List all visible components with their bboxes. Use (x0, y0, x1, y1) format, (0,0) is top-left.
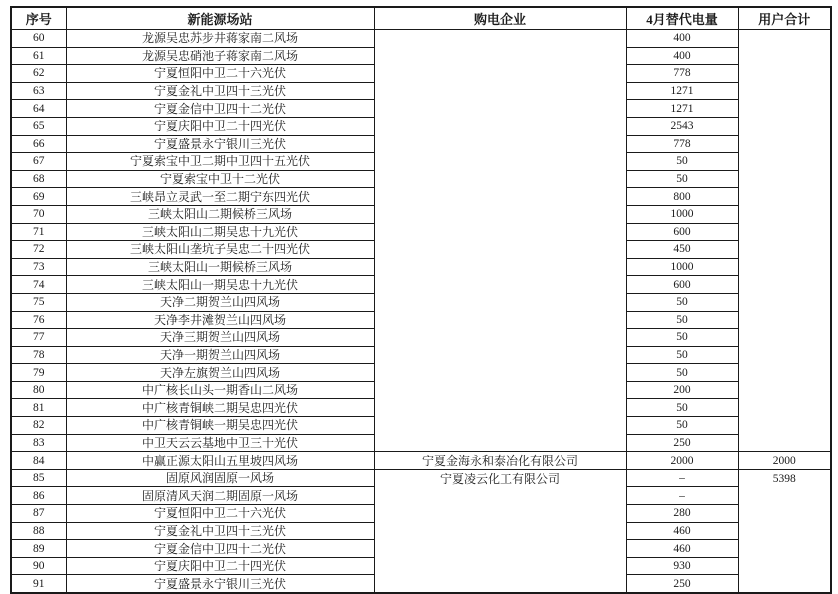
cell-serial-number: 91 (11, 575, 66, 593)
cell-station-name: 中广核青铜峡一期吴忠四光伏 (66, 417, 374, 435)
cell-serial-number: 63 (11, 82, 66, 100)
cell-april-substitute-energy: 800 (626, 188, 738, 206)
cell-station-name: 固原风润固原一风场 (66, 469, 374, 487)
cell-station-name: 三峡太阳山一期候桥三风场 (66, 258, 374, 276)
cell-serial-number: 82 (11, 417, 66, 435)
cell-serial-number: 62 (11, 65, 66, 83)
cell-april-substitute-energy: 400 (626, 47, 738, 65)
table-row (11, 452, 831, 470)
cell-april-substitute-energy: 50 (626, 329, 738, 347)
cell-april-substitute-energy: 460 (626, 522, 738, 540)
cell-april-substitute-energy: 1000 (626, 205, 738, 223)
cell-april-substitute-energy: 250 (626, 575, 738, 593)
cell-station-name: 宁夏庆阳中卫二十四光伏 (66, 117, 374, 135)
cell-serial-number: 71 (11, 223, 66, 241)
cell-serial-number: 70 (11, 205, 66, 223)
cell-april-substitute-energy: – (626, 487, 738, 505)
cell-serial-number: 89 (11, 540, 66, 558)
cell-serial-number: 64 (11, 100, 66, 118)
cell-serial-number: 74 (11, 276, 66, 294)
cell-serial-number: 78 (11, 346, 66, 364)
cell-station-name: 宁夏恒阳中卫二十六光伏 (66, 65, 374, 83)
cell-april-substitute-energy: 1271 (626, 82, 738, 100)
cell-station-name: 天净左旗贺兰山四风场 (66, 364, 374, 382)
cell-station-name: 宁夏金信中卫四十二光伏 (66, 100, 374, 118)
cell-serial-number: 73 (11, 258, 66, 276)
cell-station-name: 宁夏金信中卫四十二光伏 (66, 540, 374, 558)
cell-april-substitute-energy: 50 (626, 364, 738, 382)
table-row (11, 469, 831, 487)
cell-april-substitute-energy: 50 (626, 417, 738, 435)
header-serial-number: 序号 (11, 7, 66, 30)
cell-serial-number: 72 (11, 241, 66, 259)
cell-serial-number: 81 (11, 399, 66, 417)
cell-station-name: 三峡昂立灵武一至二期宁东四光伏 (66, 188, 374, 206)
cell-station-name: 龙源吴忠苏步井蒋家南二风场 (66, 30, 374, 48)
cell-station-name: 宁夏恒阳中卫二十六光伏 (66, 505, 374, 523)
cell-serial-number: 88 (11, 522, 66, 540)
cell-station-name: 中赢正源太阳山五里坡四风场 (66, 452, 374, 470)
cell-station-name: 宁夏盛景永宁银川三光伏 (66, 135, 374, 153)
cell-serial-number: 83 (11, 434, 66, 452)
table-header (11, 7, 831, 30)
cell-serial-number: 80 (11, 381, 66, 399)
cell-serial-number: 85 (11, 469, 66, 487)
cell-station-name: 宁夏索宝中卫二期中卫四十五光伏 (66, 153, 374, 171)
cell-station-name: 宁夏索宝中卫十二光伏 (66, 170, 374, 188)
new-energy-substitute-table (10, 6, 832, 594)
cell-user-total: 2000 (738, 452, 831, 470)
header-user-total: 用户合计 (738, 7, 831, 30)
cell-april-substitute-energy: 1000 (626, 258, 738, 276)
cell-station-name: 三峡太阳山垄坑子吴忠二十四光伏 (66, 241, 374, 259)
cell-april-substitute-energy: 200 (626, 381, 738, 399)
cell-april-substitute-energy: 50 (626, 311, 738, 329)
cell-april-substitute-energy: 2543 (626, 117, 738, 135)
cell-station-name: 中卫天云云基地中卫三十光伏 (66, 434, 374, 452)
cell-april-substitute-energy: 460 (626, 540, 738, 558)
cell-station-name: 宁夏盛景永宁银川三光伏 (66, 575, 374, 593)
cell-april-substitute-energy: 450 (626, 241, 738, 259)
cell-serial-number: 79 (11, 364, 66, 382)
cell-serial-number: 84 (11, 452, 66, 470)
cell-station-name: 天净一期贺兰山四风场 (66, 346, 374, 364)
cell-serial-number: 68 (11, 170, 66, 188)
cell-april-substitute-energy: 50 (626, 170, 738, 188)
cell-serial-number: 67 (11, 153, 66, 171)
table-body (11, 30, 831, 594)
header-buyer-enterprise: 购电企业 (374, 7, 626, 30)
cell-station-name: 天净二期贺兰山四风场 (66, 293, 374, 311)
cell-station-name: 宁夏庆阳中卫二十四光伏 (66, 557, 374, 575)
cell-april-substitute-energy: 778 (626, 135, 738, 153)
cell-station-name: 三峡太阳山二期候桥三风场 (66, 205, 374, 223)
cell-buyer-enterprise: 宁夏金海永和泰冶化有限公司 (374, 452, 626, 470)
cell-serial-number: 69 (11, 188, 66, 206)
cell-serial-number: 65 (11, 117, 66, 135)
cell-april-substitute-energy: 250 (626, 434, 738, 452)
cell-april-substitute-energy: 50 (626, 293, 738, 311)
cell-april-substitute-energy: 400 (626, 30, 738, 48)
cell-station-name: 三峡太阳山一期吴忠十九光伏 (66, 276, 374, 294)
table-row (11, 30, 831, 48)
cell-user-total (738, 30, 831, 452)
cell-station-name: 宁夏金礼中卫四十三光伏 (66, 522, 374, 540)
cell-serial-number: 90 (11, 557, 66, 575)
cell-station-name: 天净李井滩贺兰山四风场 (66, 311, 374, 329)
cell-april-substitute-energy: 600 (626, 276, 738, 294)
cell-station-name: 宁夏金礼中卫四十三光伏 (66, 82, 374, 100)
table-header-row (11, 7, 831, 30)
cell-april-substitute-energy: 930 (626, 557, 738, 575)
cell-buyer-enterprise: 宁夏凌云化工有限公司 (374, 469, 626, 593)
cell-buyer-enterprise (374, 30, 626, 452)
cell-serial-number: 66 (11, 135, 66, 153)
cell-station-name: 中广核长山头一期香山二风场 (66, 381, 374, 399)
cell-serial-number: 87 (11, 505, 66, 523)
cell-april-substitute-energy: 50 (626, 153, 738, 171)
cell-april-substitute-energy: 50 (626, 399, 738, 417)
cell-station-name: 天净三期贺兰山四风场 (66, 329, 374, 347)
cell-april-substitute-energy: 778 (626, 65, 738, 83)
cell-serial-number: 60 (11, 30, 66, 48)
cell-serial-number: 86 (11, 487, 66, 505)
cell-april-substitute-energy: 280 (626, 505, 738, 523)
header-station-name: 新能源场站 (66, 7, 374, 30)
cell-station-name: 固原清风天润二期固原一风场 (66, 487, 374, 505)
cell-april-substitute-energy: 2000 (626, 452, 738, 470)
cell-april-substitute-energy: – (626, 469, 738, 487)
cell-april-substitute-energy: 50 (626, 346, 738, 364)
cell-station-name: 中广核青铜峡二期吴忠四光伏 (66, 399, 374, 417)
cell-user-total: 5398 (738, 469, 831, 593)
header-april-substitute-energy: 4月替代电量 (626, 7, 738, 30)
cell-serial-number: 61 (11, 47, 66, 65)
cell-serial-number: 77 (11, 329, 66, 347)
cell-april-substitute-energy: 1271 (626, 100, 738, 118)
cell-serial-number: 76 (11, 311, 66, 329)
cell-station-name: 三峡太阳山二期吴忠十九光伏 (66, 223, 374, 241)
cell-april-substitute-energy: 600 (626, 223, 738, 241)
cell-station-name: 龙源吴忠硝池子蒋家南二风场 (66, 47, 374, 65)
cell-serial-number: 75 (11, 293, 66, 311)
